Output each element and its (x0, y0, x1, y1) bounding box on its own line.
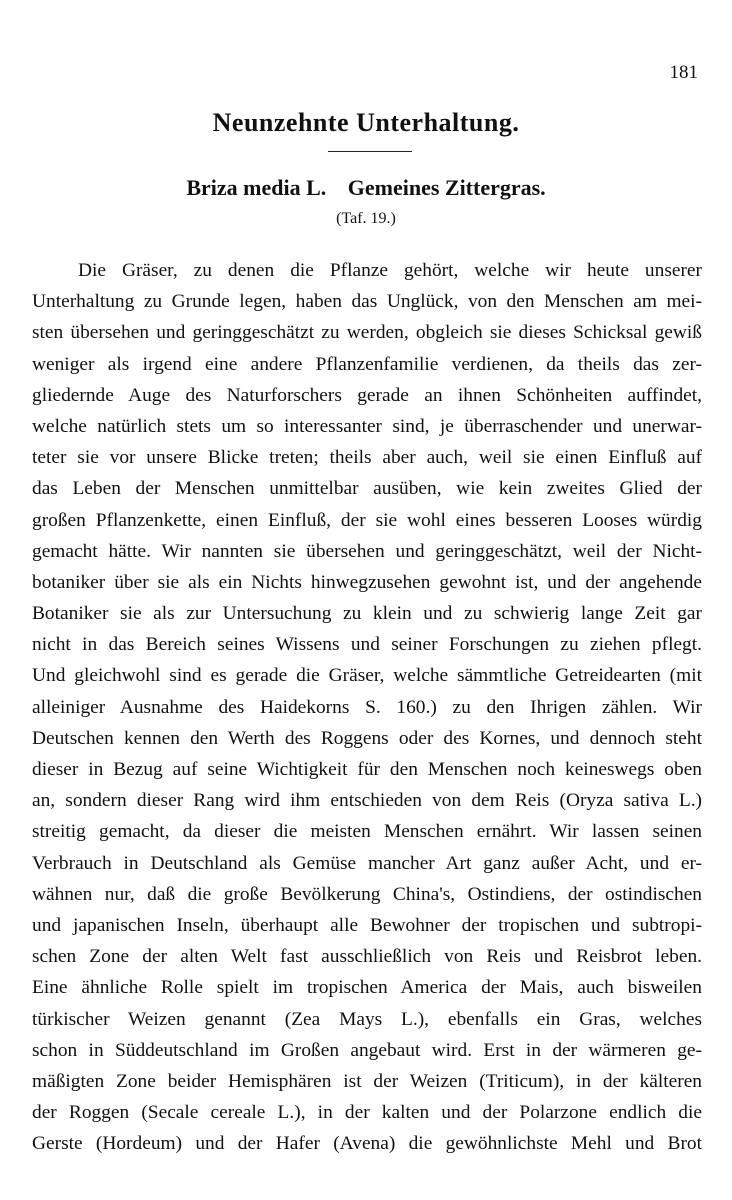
subtitle-latin-name: Briza media L. (186, 175, 327, 200)
text-line: dieser in Bezug auf seine Wichtigkeit für den Menschen noch keineswegs oben (32, 759, 702, 780)
text-line: Botaniker sie als zur Untersuchung zu klein und zu schwierig lange Zeit gar (32, 603, 702, 625)
text-line: Und gleichwohl sind es gerade die Gräser, welche sämmtliche Getreidearten (mit (32, 665, 702, 687)
text-line: Gerste (Hordeum) und der Hafer (Avena) die gewöhnlichste Mehl und Brot (32, 1133, 702, 1155)
text-line: welche natürlich stets um so interessanter sind, je überraschender und unerwar- (32, 415, 702, 437)
text-line: weniger als irgend eine andere Pflanzenfamilie verdienen, da theils das zer- (32, 353, 702, 375)
text-line: teter sie vor unsere Blicke treten; theils aber auch, weil sie einen Einfluß auf (32, 447, 702, 469)
text-line: Eine ähnliche Rolle spielt im tropischen America der Mais, auch bisweilen (32, 977, 702, 999)
plate-reference: (Taf. 19.) (336, 210, 396, 227)
text-line: streitig gemacht, da dieser die meisten Menschen ernährt. Wir lassen seinen (32, 821, 702, 843)
text-line: nicht in das Bereich seines Wissens und seiner Forschungen zu ziehen pflegt. (32, 634, 702, 656)
text-line: alleiniger Ausnahme des Haidekorns S. 160.) zu den Ihrigen zählen. Wir (32, 696, 702, 718)
text-line: botaniker über sie als ein Nichts hinwegzusehen gewohnt ist, und der angehende (32, 571, 702, 593)
section-subtitle (0, 175, 732, 201)
text-line: schon in Süddeutschland im Großen angebaut wird. Erst in der wärmeren ge- (32, 1039, 702, 1061)
text-line: Verbrauch in Deutschland als Gemüse mancher Art ganz außer Acht, und er- (32, 852, 702, 874)
text-line: Unterhaltung zu Grunde legen, haben das Unglück, von den Menschen am mei- (32, 291, 702, 313)
text-line: das Leben der Menschen unmittelbar ausüben, wie kein zweites Glied der (32, 478, 702, 500)
text-line: Deutschen kennen den Werth des Roggens oder des Kornes, und dennoch steht (32, 727, 702, 749)
text-line: und japanischen Inseln, überhaupt alle Bewohner der tropischen und subtropi- (32, 914, 702, 936)
text-line: mäßigten Zone beider Hemisphären ist der Weizen (Triticum), in der kälteren (32, 1070, 702, 1092)
chapter-title: Neunzehnte Unterhaltung. (212, 108, 520, 137)
text-line: Die Gräser, zu denen die Pflanze gehört, welche wir heute unserer (78, 260, 702, 281)
text-line: wähnen nur, daß die große Bevölkerung China's, Ostindiens, der ostindischen (32, 883, 702, 905)
text-line: gliedernde Auge des Naturforschers gerade an ihnen Schönheiten auffindet, (32, 384, 702, 406)
text-line: sten übersehen und geringgeschätzt zu werden, obgleich sie dieses Schicksal gewiß (32, 322, 702, 344)
title-divider (328, 151, 412, 152)
subtitle-german-name: Gemeines Zittergras. (347, 175, 546, 200)
text-line: großen Pflanzenkette, einen Einfluß, der sie wohl eines besseren Looses würdig (32, 509, 702, 531)
text-line: türkischer Weizen genannt (Zea Mays L.), ebenfalls ein Gras, welches (32, 1008, 702, 1030)
text-line: der Roggen (Secale cereale L.), in der kalten und der Polarzone endlich die (32, 1102, 702, 1124)
text-line: gemacht hätte. Wir nannten sie übersehen und geringgeschätzt, weil der Nicht- (32, 540, 702, 562)
page-number: 181 (669, 62, 698, 83)
text-line: schen Zone der alten Welt fast ausschließlich von Reis und Reisbrot leben. (32, 946, 702, 968)
text-line: an, sondern dieser Rang wird ihm entschieden von dem Reis (Oryza sativa L.) (32, 790, 702, 812)
body-text (32, 255, 702, 1159)
